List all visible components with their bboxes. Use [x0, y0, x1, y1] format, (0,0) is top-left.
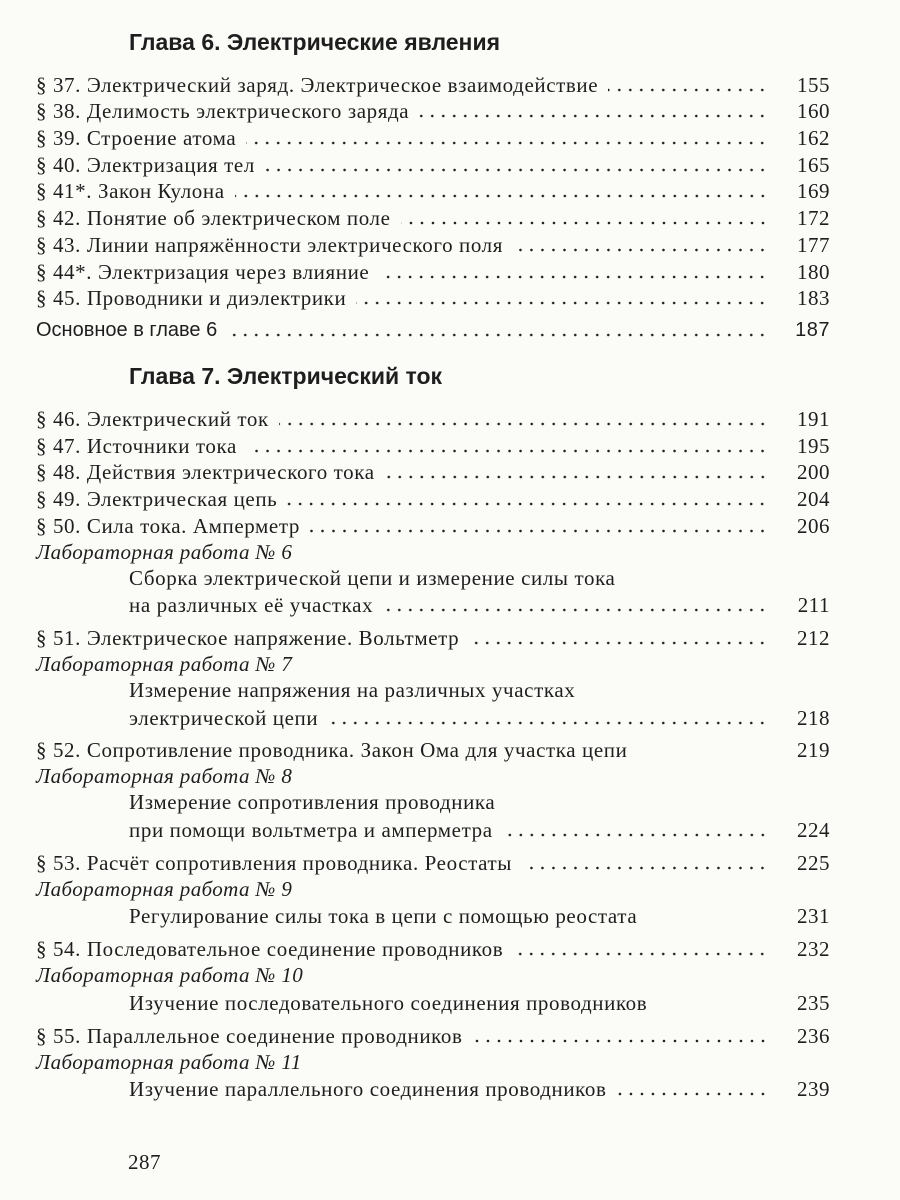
entry-text: Регулирование силы тока в цепи с помощью реостата — [129, 904, 638, 929]
dot-leader — [503, 833, 768, 837]
entry-page: 206 — [797, 513, 830, 538]
dot-leader — [608, 88, 768, 92]
entry-text: § 44*. Электризация через влияние — [36, 259, 370, 284]
entry-page: 160 — [797, 99, 830, 124]
dot-leader — [469, 641, 768, 645]
entry-text: § 49. Электрическая цепь — [36, 486, 278, 511]
toc-entry-lab-11[interactable] — [36, 1075, 830, 1102]
page-number: 287 — [128, 1150, 161, 1174]
lab-9-label: Лабораторная работа № 9 — [36, 876, 293, 901]
toc-entry-52[interactable] — [36, 736, 830, 763]
dot-leader — [637, 753, 768, 757]
entry-text: § 38. Делимость электрического заряда — [36, 99, 410, 124]
dot-leader — [328, 721, 768, 725]
dot-leader — [310, 529, 768, 533]
entry-text: § 53. Расчёт сопротивления проводника. Реостаты — [36, 850, 513, 875]
toc-entry-40[interactable] — [36, 150, 830, 177]
dot-leader — [379, 275, 768, 279]
entry-text: § 37. Электрический заряд. Электрическое взаимодействие — [36, 72, 599, 97]
dot-leader — [419, 114, 768, 118]
dot-leader — [647, 919, 768, 923]
dot-leader — [385, 475, 768, 479]
toc-entry-54[interactable] — [36, 934, 830, 961]
entry-page: 235 — [797, 990, 830, 1015]
toc-entry-37[interactable] — [36, 70, 830, 97]
entry-page: 236 — [797, 1023, 830, 1048]
dot-leader — [383, 608, 768, 612]
lab-8-label: Лабораторная работа № 8 — [36, 764, 293, 789]
toc-entry-55[interactable] — [36, 1021, 830, 1048]
dot-leader — [279, 422, 768, 426]
toc-entry-45[interactable] — [36, 284, 830, 311]
entry-page: 191 — [797, 406, 830, 431]
entry-page: 219 — [797, 738, 830, 763]
dot-leader — [246, 141, 768, 145]
toc-entry-49[interactable] — [36, 484, 830, 511]
entry-text: Изучение последовательного соединения проводников — [129, 990, 648, 1015]
dot-leader — [235, 194, 768, 198]
dot-leader — [247, 449, 768, 453]
entry-text: § 51. Электрическое напряжение. Вольтметр — [36, 626, 460, 650]
chapter-7-title: Глава 7. Электрический ток — [129, 363, 443, 390]
entry-page: 195 — [797, 433, 830, 458]
entry-text: § 42. Понятие об электрическом поле — [36, 206, 391, 231]
dot-leader — [522, 866, 768, 870]
dot-leader — [617, 1092, 768, 1096]
dot-leader — [657, 1006, 768, 1010]
entry-page: 165 — [797, 152, 830, 177]
toc-entry-39[interactable] — [36, 123, 830, 150]
entry-page: 232 — [797, 937, 830, 962]
toc-entry-41[interactable] — [36, 177, 830, 204]
entry-text: § 46. Электрический ток — [36, 406, 269, 431]
toc-entry-51[interactable] — [36, 623, 830, 650]
toc-entry-42[interactable] — [36, 203, 830, 230]
dot-leader — [513, 248, 768, 252]
toc-entry-47[interactable] — [36, 431, 830, 458]
entry-page: 225 — [797, 850, 830, 875]
lab-10-label: Лабораторная работа № 10 — [36, 963, 304, 988]
toc-entry-lab-9[interactable] — [36, 902, 830, 929]
entry-text: § 41*. Закон Кулона — [36, 179, 225, 204]
lab-7-title-line1: Измерение напряжения на различных участках — [129, 678, 576, 702]
dot-leader — [513, 952, 768, 956]
lab-7-label: Лабораторная работа № 7 — [36, 652, 293, 676]
toc-entry-lab-10[interactable] — [36, 988, 830, 1015]
entry-page: 187 — [795, 319, 830, 342]
toc-entry-38[interactable] — [36, 97, 830, 124]
toc-entry-lab-6[interactable] — [36, 591, 830, 618]
entry-page: 169 — [797, 179, 830, 204]
dot-leader — [287, 502, 768, 506]
lab-11-label: Лабораторная работа № 11 — [36, 1049, 302, 1074]
toc-entry-48[interactable] — [36, 458, 830, 485]
chapter-6-title: Глава 6. Электрические явления — [129, 29, 501, 55]
entry-page: 224 — [797, 818, 830, 843]
dot-leader — [227, 333, 768, 337]
entry-page: 162 — [797, 126, 830, 151]
entry-page: 204 — [797, 486, 830, 511]
entry-text: § 45. Проводники и диэлектрики — [36, 286, 347, 311]
entry-text: § 47. Источники тока — [36, 433, 237, 458]
entry-page: 172 — [797, 206, 830, 231]
toc-entry-53[interactable] — [36, 848, 830, 875]
lab-6-label: Лабораторная работа № 6 — [36, 539, 293, 564]
entry-text: Изучение параллельного соединения проводников — [129, 1077, 607, 1102]
entry-text: § 55. Параллельное соединение проводников — [36, 1023, 463, 1048]
entry-text: § 52. Сопротивление проводника. Закон Ома для участка цепи — [36, 738, 628, 763]
toc-entry-lab-8[interactable] — [36, 815, 830, 842]
entry-text: § 43. Линии напряжённости электрического поля — [36, 232, 504, 257]
entry-page: 218 — [797, 705, 830, 730]
entry-text: при помощи вольтметра и амперметра — [129, 818, 493, 843]
entry-page: 180 — [797, 259, 830, 284]
toc-entry-43[interactable] — [36, 230, 830, 257]
entry-page: 212 — [797, 626, 830, 650]
entry-page: 211 — [797, 593, 830, 618]
dot-leader — [356, 301, 768, 305]
dot-leader — [473, 1039, 768, 1043]
dot-leader — [265, 168, 768, 172]
entry-text: Основное в главе 6 — [36, 319, 218, 342]
entry-text: § 39. Строение атома — [36, 126, 237, 151]
entry-text: § 40. Электризация тел — [36, 152, 255, 177]
entry-text: § 50. Сила тока. Амперметр — [36, 513, 300, 538]
entry-page: 239 — [797, 1077, 830, 1102]
entry-text: § 54. Последовательное соединение проводников — [36, 937, 504, 962]
entry-text: электрической цепи — [129, 705, 319, 730]
entry-page: 177 — [797, 232, 830, 257]
table-of-contents — [36, 26, 830, 1101]
entry-page: 155 — [797, 72, 830, 97]
lab-8-title-line1: Измерение сопротивления проводника — [129, 790, 496, 815]
entry-text: на различных её участках — [129, 593, 374, 618]
toc-entry-summary-6[interactable] — [36, 312, 830, 342]
entry-text: § 48. Действия электрического тока — [36, 460, 375, 485]
entry-page: 183 — [797, 286, 830, 311]
toc-entry-lab-7[interactable] — [36, 703, 830, 730]
toc-entry-50[interactable] — [36, 511, 830, 538]
lab-6-title-line1: Сборка электрической цепи и измерение силы тока — [129, 565, 616, 590]
toc-entry-44[interactable] — [36, 257, 830, 284]
entry-page: 231 — [797, 904, 830, 929]
entry-page: 200 — [797, 460, 830, 485]
toc-entry-46[interactable] — [36, 404, 830, 431]
dot-leader — [401, 221, 768, 225]
